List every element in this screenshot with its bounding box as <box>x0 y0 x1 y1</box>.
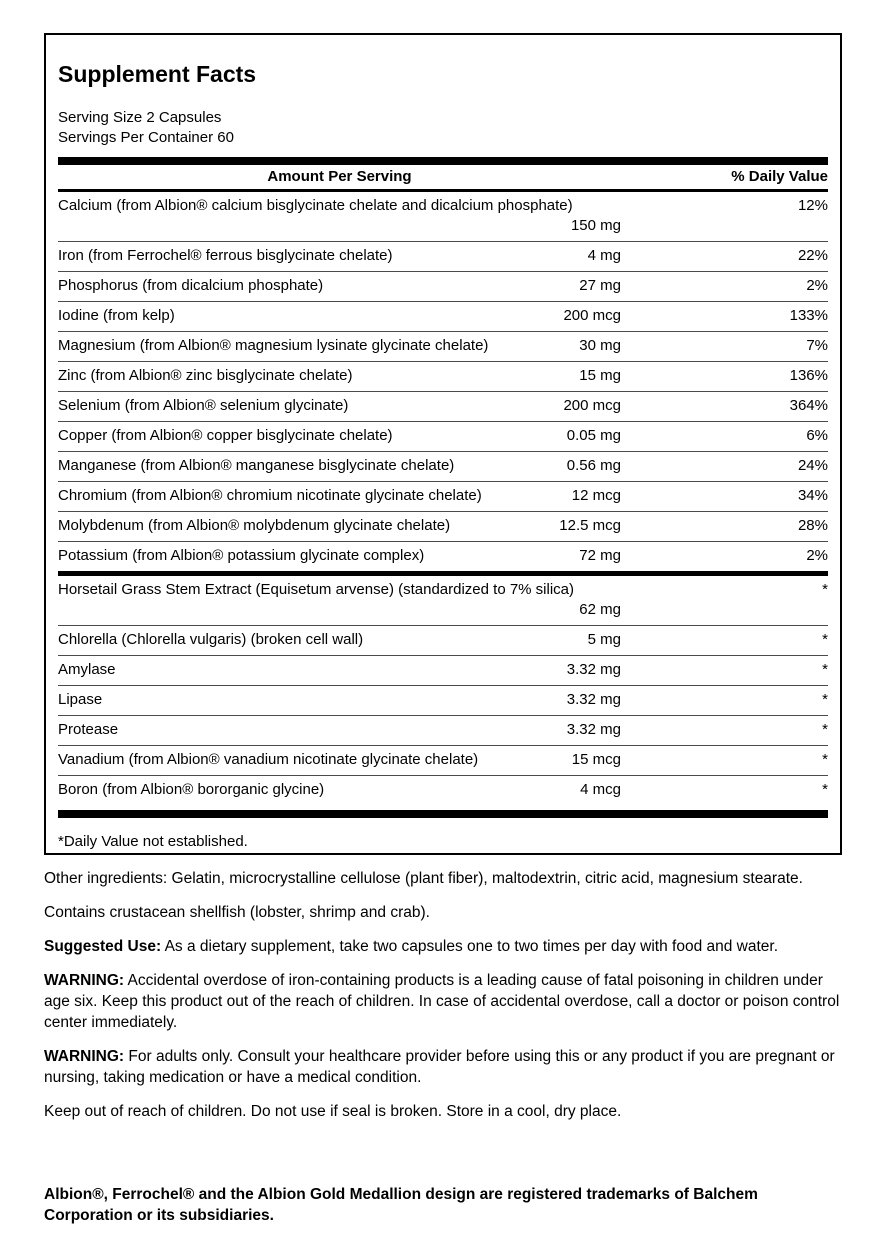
warning-iron <box>44 970 844 1033</box>
column-header-daily-value: % Daily Value <box>731 168 828 185</box>
column-header-amount: Amount Per Serving <box>267 168 412 185</box>
ingredient-daily-value: 34% <box>797 487 828 504</box>
ingredient-name: Horsetail Grass Stem Extract (Equisetum arvense) (standardized to 7% silica) <box>58 581 575 598</box>
table-row <box>58 775 828 805</box>
ingredient-amount: 4 mg <box>587 247 621 264</box>
table-row <box>58 625 828 655</box>
warning-label: WARNING: <box>44 1048 125 1065</box>
table-row <box>58 391 828 421</box>
warning-adults-text: For adults only. Consult your healthcare provider before using this or any product if you are pregnant or nursing, taking medication or have a medical condition. <box>44 1048 835 1086</box>
ingredient-amount: 4 mcg <box>580 781 621 798</box>
ingredient-amount: 3.32 mg <box>566 661 621 678</box>
ingredient-amount: 12 mcg <box>571 487 621 504</box>
ingredient-amount: 3.32 mg <box>566 721 621 738</box>
table-row <box>58 655 828 685</box>
table-row <box>58 541 828 571</box>
ingredient-daily-value: 2% <box>806 277 828 294</box>
suggested-use <box>44 936 844 957</box>
ingredient-daily-value: 12% <box>797 197 828 214</box>
ingredient-table <box>58 192 828 805</box>
ingredient-daily-value: * <box>822 581 828 598</box>
table-row <box>58 745 828 775</box>
storage-instructions: Keep out of reach of children. Do not use if seal is broken. Store in a cool, dry place. <box>44 1103 622 1120</box>
ingredient-amount: 200 mcg <box>563 307 621 324</box>
ingredient-daily-value: 2% <box>806 547 828 564</box>
ingredient-amount: 5 mg <box>587 631 621 648</box>
table-row <box>58 571 828 625</box>
ingredient-daily-value: * <box>822 691 828 708</box>
table-row <box>58 421 828 451</box>
serving-info <box>58 108 828 148</box>
other-ingredients: Other ingredients: Gelatin, microcrystalline cellulose (plant fiber), maltodextrin, citric acid, magnesium stearate. <box>44 870 803 887</box>
ingredient-daily-value: 136% <box>789 367 828 384</box>
ingredient-daily-value: 28% <box>797 517 828 534</box>
ingredient-daily-value: 7% <box>806 337 828 354</box>
warning-label: WARNING: <box>44 972 125 989</box>
ingredient-name: Selenium (from Albion® selenium glycinate) <box>58 397 349 414</box>
warning-adults <box>44 1046 844 1088</box>
table-row <box>58 361 828 391</box>
ingredient-daily-value: * <box>822 751 828 768</box>
servings-per-container: Servings Per Container 60 <box>58 129 234 146</box>
ingredient-name: Amylase <box>58 661 116 678</box>
suggested-use-label: Suggested Use: <box>44 938 162 955</box>
ingredient-name: Manganese (from Albion® manganese bisglycinate chelate) <box>58 457 455 474</box>
ingredient-amount: 150 mg <box>570 217 621 234</box>
ingredient-daily-value: 24% <box>797 457 828 474</box>
table-row <box>58 715 828 745</box>
ingredient-name: Iodine (from kelp) <box>58 307 175 324</box>
table-row <box>58 271 828 301</box>
ingredient-name: Vanadium (from Albion® vanadium nicotinate glycinate chelate) <box>58 751 479 768</box>
ingredient-daily-value: 364% <box>789 397 828 414</box>
ingredient-amount: 200 mcg <box>563 397 621 414</box>
ingredient-amount: 12.5 mcg <box>559 517 621 534</box>
ingredient-daily-value: * <box>822 721 828 738</box>
ingredient-amount: 27 mg <box>579 277 621 294</box>
supplement-facts-panel <box>44 33 842 855</box>
trademark-notice: Albion®, Ferrochel® and the Albion Gold Medallion design are registered trademarks of Balchem Corporation or its subsidiaries. <box>44 1186 758 1224</box>
ingredient-daily-value: * <box>822 631 828 648</box>
ingredient-amount: 15 mg <box>579 367 621 384</box>
warning-iron-text: Accidental overdose of iron-containing products is a leading cause of fatal poisoning in children under age six. Keep this product out of the reach of children. In case of accidental overdose, call a doctor or poison control center immediately. <box>44 972 840 1031</box>
ingredient-name: Chlorella (Chlorella vulgaris) (broken cell wall) <box>58 631 364 648</box>
ingredient-name: Zinc (from Albion® zinc bisglycinate chelate) <box>58 367 353 384</box>
serving-size: Serving Size 2 Capsules <box>58 109 222 126</box>
ingredient-name: Potassium (from Albion® potassium glycinate complex) <box>58 547 425 564</box>
ingredient-amount: 15 mcg <box>571 751 621 768</box>
ingredient-name: Protease <box>58 721 119 738</box>
ingredient-name: Molybdenum (from Albion® molybdenum glycinate chelate) <box>58 517 451 534</box>
table-row <box>58 481 828 511</box>
ingredient-amount: 0.05 mg <box>566 427 621 444</box>
ingredient-name: Phosphorus (from dicalcium phosphate) <box>58 277 324 294</box>
divider-bar-bottom <box>58 810 828 818</box>
ingredient-name: Lipase <box>58 691 103 708</box>
suggested-use-text: As a dietary supplement, take two capsules one to two times per day with food and water. <box>164 938 779 955</box>
label-body-text <box>44 868 844 1239</box>
divider-bar-top <box>58 157 828 165</box>
table-row <box>58 301 828 331</box>
ingredient-amount: 62 mg <box>579 601 621 618</box>
ingredient-daily-value: * <box>822 661 828 678</box>
ingredient-name: Magnesium (from Albion® magnesium lysinate glycinate chelate) <box>58 337 489 354</box>
ingredient-daily-value: 6% <box>806 427 828 444</box>
ingredient-name: Calcium (from Albion® calcium bisglycinate chelate and dicalcium phosphate) <box>58 197 573 214</box>
ingredient-daily-value: 133% <box>789 307 828 324</box>
table-row <box>58 241 828 271</box>
table-row <box>58 685 828 715</box>
ingredient-name: Iron (from Ferrochel® ferrous bisglycinate chelate) <box>58 247 393 264</box>
table-row <box>58 451 828 481</box>
ingredient-daily-value: 22% <box>797 247 828 264</box>
ingredient-daily-value: * <box>822 781 828 798</box>
table-row <box>58 511 828 541</box>
ingredient-amount: 30 mg <box>579 337 621 354</box>
ingredient-amount: 0.56 mg <box>566 457 621 474</box>
table-header-row <box>58 165 828 192</box>
daily-value-footnote: *Daily Value not established. <box>58 833 248 850</box>
ingredient-name: Copper (from Albion® copper bisglycinate chelate) <box>58 427 393 444</box>
ingredient-name: Boron (from Albion® bororganic glycine) <box>58 781 325 798</box>
table-row <box>58 192 828 241</box>
allergen-statement: Contains crustacean shellfish (lobster, shrimp and crab). <box>44 904 430 921</box>
ingredient-name: Chromium (from Albion® chromium nicotinate glycinate chelate) <box>58 487 482 504</box>
ingredient-amount: 72 mg <box>579 547 621 564</box>
panel-title: Supplement Facts <box>58 61 257 87</box>
ingredient-amount: 3.32 mg <box>566 691 621 708</box>
table-row <box>58 331 828 361</box>
